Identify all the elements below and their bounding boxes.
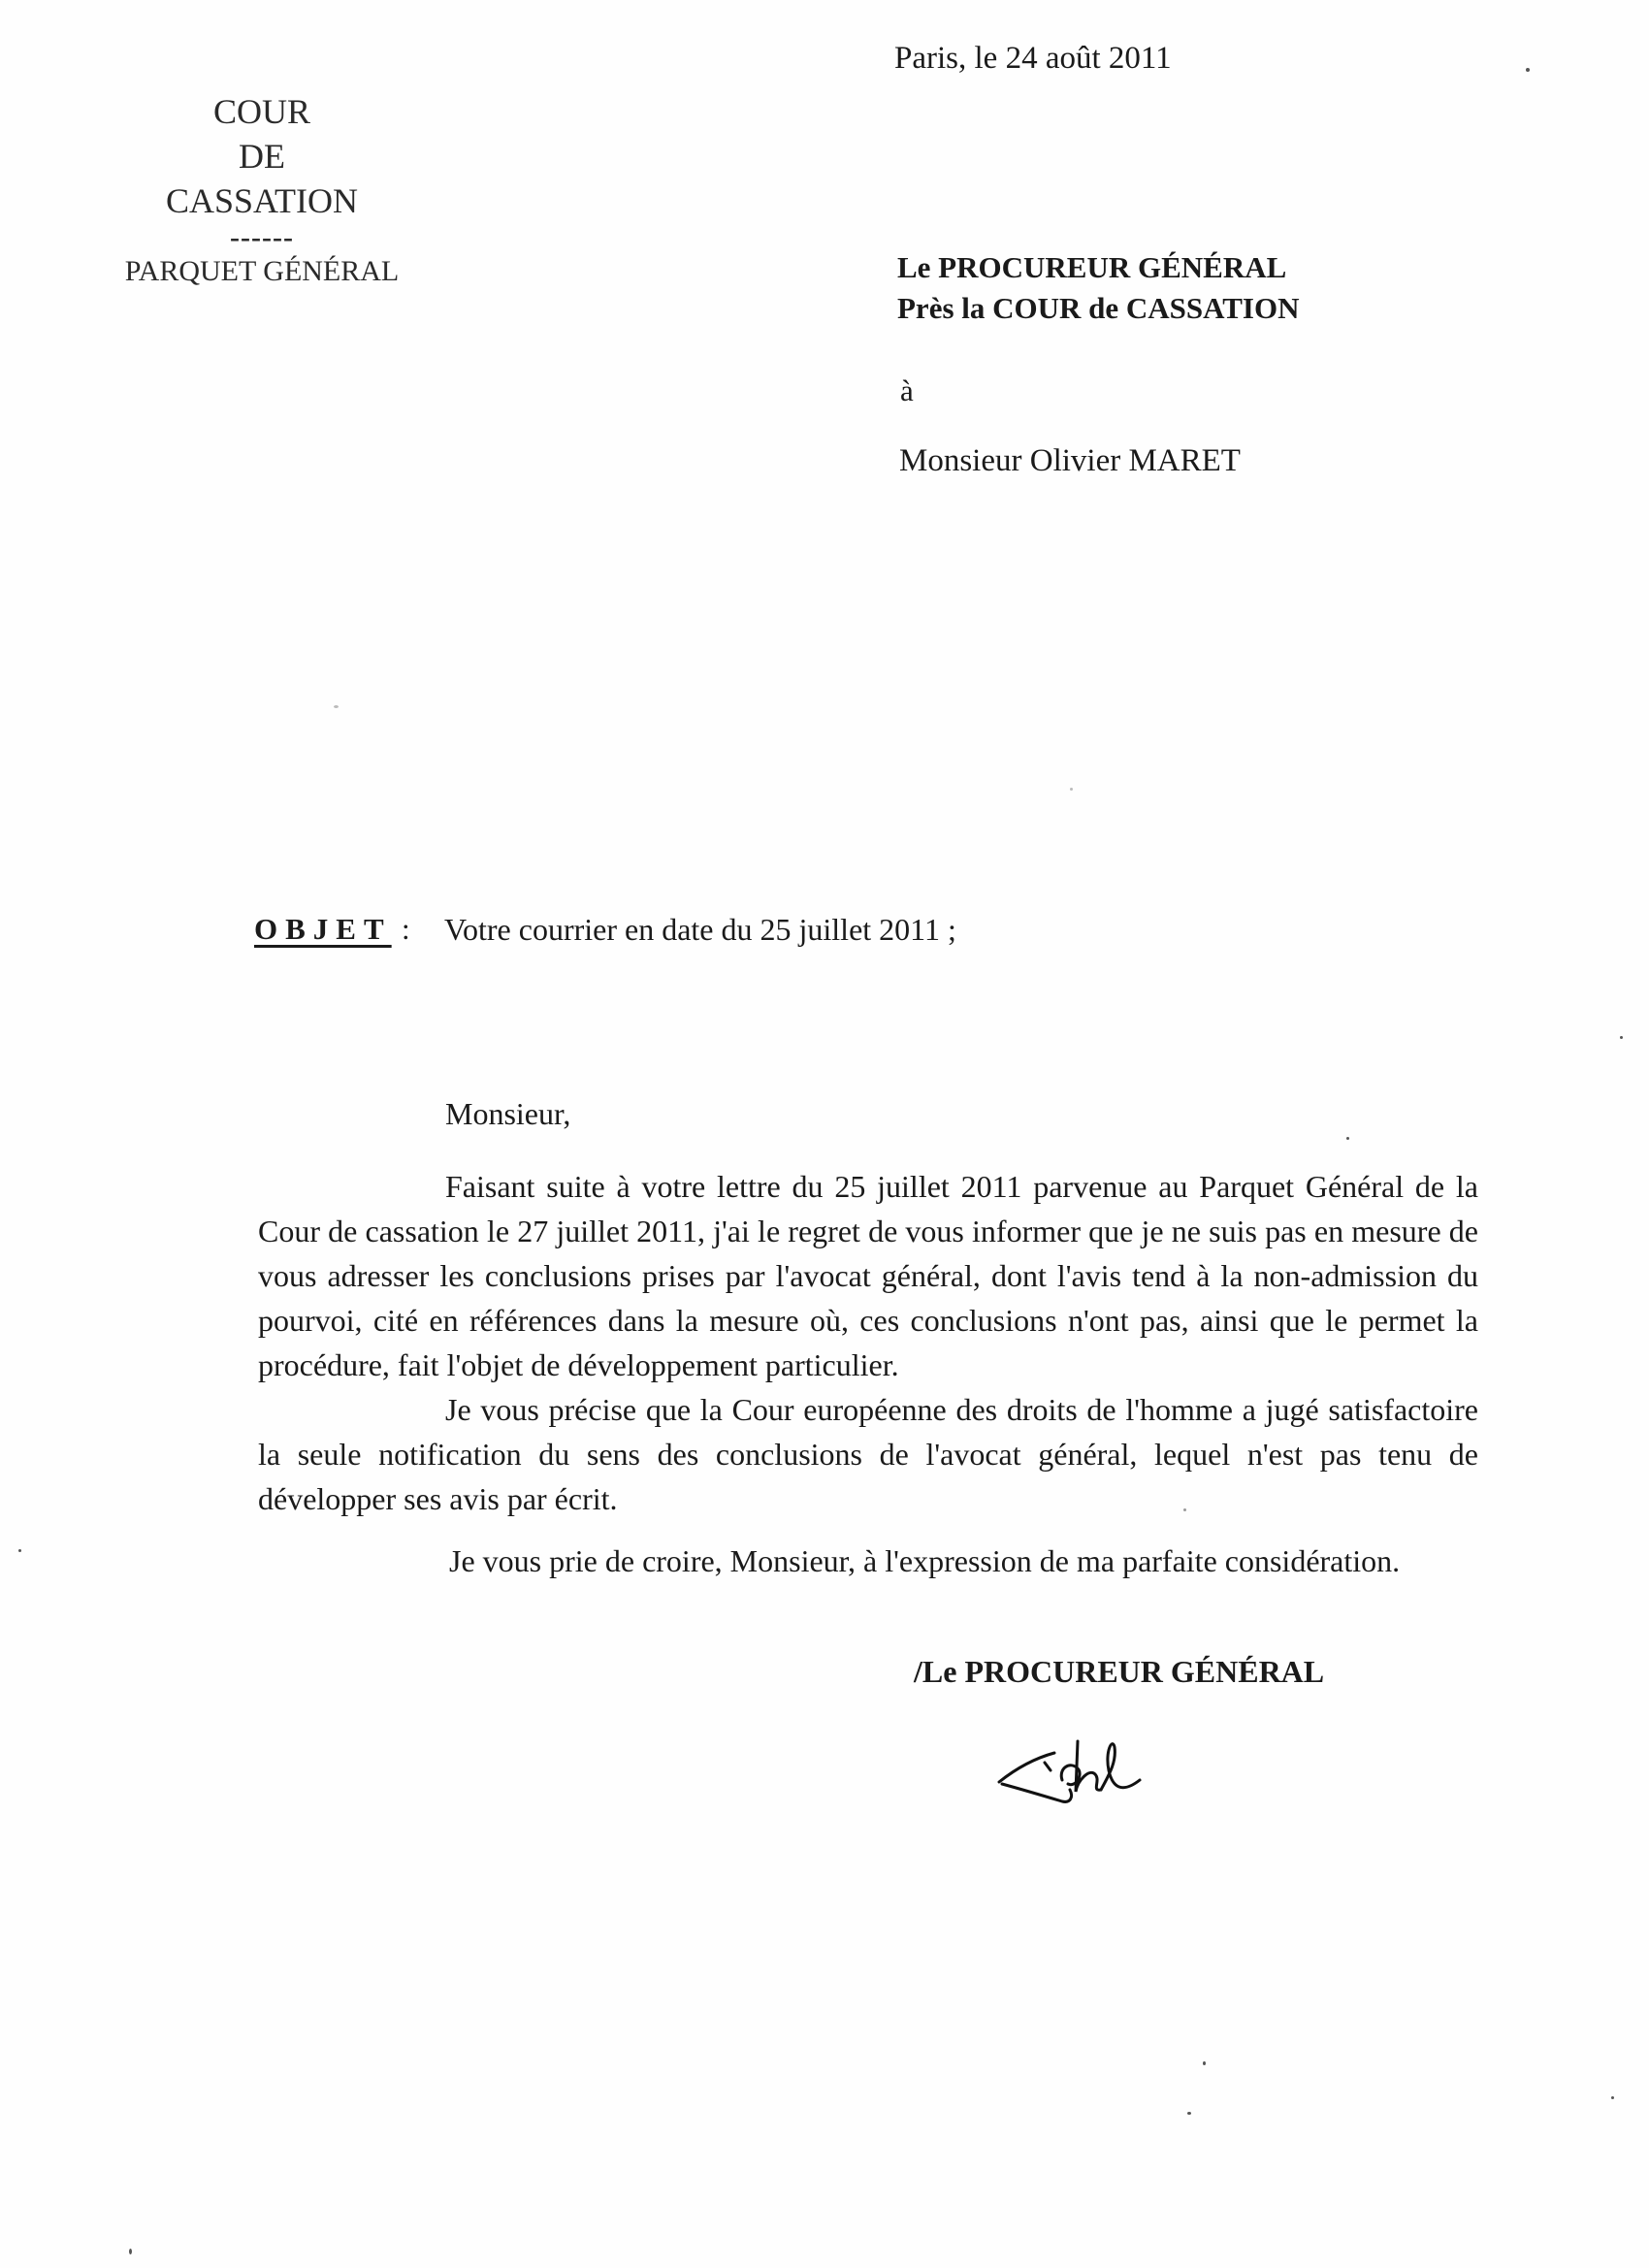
scan-speck — [129, 2249, 132, 2254]
scan-speck — [1070, 788, 1073, 791]
scan-speck — [18, 1549, 21, 1552]
court-letterhead — [78, 89, 446, 291]
subject-colon: : — [402, 912, 410, 946]
body-paragraph-1: Faisant suite à votre lettre du 25 juillet 2011 parvenue au Parquet Général de la Cour de cassation le 27 juillet 2011, j'ai le regret de vous informer que je ne suis pas en mesure de vous adresser les conclusions prises par l'avocat général, dont l'avis tend à la non-admission du pourvoi, cité en références dans la mesure où, ces conclusions n'ont pas, ainsi que le permet la procédure, fait l'objet de développement particulier. — [258, 1169, 1478, 1382]
scan-speck — [1183, 1508, 1186, 1511]
scan-speck — [1611, 2096, 1614, 2099]
scan-speck — [1526, 68, 1530, 72]
signer-title: /Le PROCUREUR GÉNÉRAL — [914, 1654, 1325, 1689]
scan-speck — [1620, 1036, 1623, 1039]
court-line-1: COUR — [212, 92, 311, 131]
subject-text: Votre courrier en date du 25 juillet 2011 ; — [444, 912, 956, 947]
sender-title — [897, 247, 1300, 329]
scan-speck — [1203, 2061, 1206, 2065]
court-line-3: CASSATION — [165, 181, 359, 220]
to-word: à — [900, 373, 914, 407]
department-name: PARQUET GÉNÉRAL — [124, 255, 400, 287]
letter-date: Paris, le 24 août 2011 — [894, 41, 1172, 76]
scan-speck — [1346, 1137, 1349, 1140]
scan-speck — [334, 705, 339, 708]
sender-title-line-1: Le PROCUREUR GÉNÉRAL — [897, 250, 1287, 284]
addressee-name: Monsieur Olivier MARET — [899, 443, 1241, 478]
body-paragraph-2: Je vous précise que la Cour européenne des droits de l'homme a jugé satisfactoire la seule notification du sens des conclusions de l'avocat général, lequel n'est pas tenu de développer ses avis par écrit. — [258, 1392, 1478, 1516]
closing-formula: Je vous prie de croire, Monsieur, à l'expression de ma parfaite considération. — [449, 1543, 1401, 1578]
letterhead-separator: ------ — [230, 221, 294, 253]
subject-label: OBJET — [254, 912, 392, 946]
salutation: Monsieur, — [445, 1096, 571, 1131]
court-line-2: DE — [239, 137, 285, 176]
handwritten-signature — [994, 1712, 1188, 1819]
sender-title-line-2: Près la COUR de CASSATION — [897, 291, 1300, 325]
scan-speck — [1187, 2112, 1191, 2115]
